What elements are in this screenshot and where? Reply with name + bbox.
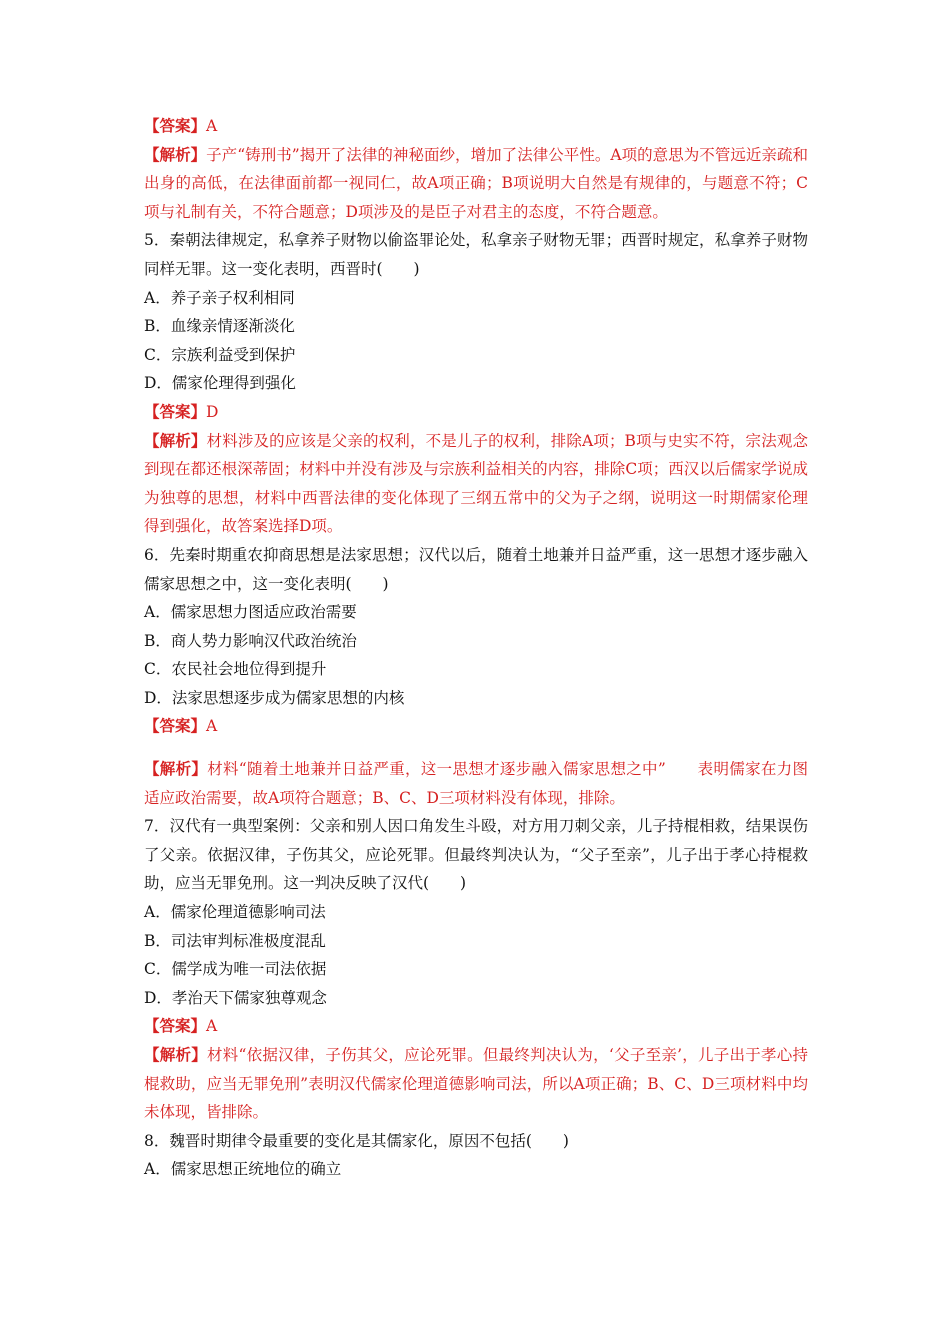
analysis-paragraph (144, 755, 808, 812)
answer-line (144, 712, 808, 741)
option-d: D．儒家伦理得到强化 (144, 374, 296, 393)
option-c: C．儒学成为唯一司法依据 (144, 960, 327, 979)
answer-value: A (206, 717, 218, 736)
option-b: B．血缘亲情逐渐淡化 (144, 317, 295, 336)
analysis-text: 子产“铸刑书”揭开了法律的神秘面纱，增加了法律公平性。A项的意思为不管远近亲疏和出身的高低，在法律面前都一视同仁，故A项正确；B项说明大自然是有规律的，与题意不符；C项与礼制有关，不符合题意；D项涉及的是臣子对君主的态度，不符合题意。 (144, 145, 808, 221)
option-c: C．宗族利益受到保护 (144, 345, 296, 364)
analysis-paragraph (144, 1041, 808, 1127)
option-a: A．儒家伦理道德影响司法 (144, 903, 326, 922)
answer-line (144, 112, 808, 141)
analysis-paragraph (144, 141, 808, 227)
answer-value: A (206, 1017, 218, 1036)
question-stem: 5．秦朝法律规定，私拿养子财物以偷盗罪论处，私拿亲子财物无罪；西晋时规定，私拿养子财物同样无罪。这一变化表明，西晋时( ) (144, 231, 808, 278)
option-d: D．法家思想逐步成为儒家思想的内核 (144, 688, 405, 707)
answer-value: A (206, 117, 218, 135)
answer-label: 【答案】 (144, 1016, 207, 1036)
option-c: C．农民社会地位得到提升 (144, 660, 327, 679)
question-stem: 6．先秦时期重农抑商思想是法家思想；汉代以后，随着土地兼并日益严重，这一思想才逐步融入儒家思想之中，这一变化表明( ) (144, 545, 808, 593)
analysis-label: 【解析】 (144, 430, 207, 450)
answer-line (144, 398, 808, 427)
spacer (144, 741, 808, 755)
analysis-text: 材料“随着土地兼并日益严重，这一思想才逐步融入儒家思想之中” 表明儒家在力图适应政治需要，故A项符合题意；B、C、D三项材料没有体现，排除。 (144, 760, 808, 807)
option-a: A．儒家思想力图适应政治需要 (144, 603, 357, 622)
analysis-text: 材料“依据汉律，子伤其父，应论死罪。但最终判决认为，‘父子至亲’，儿子出于孝心持棍救助，应当无罪免刑”表明汉代儒家伦理道德影响司法，所以A项正确；B、C、D三项材料中均未体现，皆排除。 (144, 1046, 808, 1122)
analysis-label: 【解析】 (144, 759, 208, 779)
option-a: A．养子亲子权利相同 (144, 288, 295, 307)
analysis-label: 【解析】 (144, 1045, 207, 1064)
option-a: A．儒家思想正统地位的确立 (144, 1160, 342, 1179)
option-d: D．孝治天下儒家独尊观念 (144, 988, 327, 1007)
answer-label: 【答案】 (144, 401, 207, 421)
document-body (144, 112, 808, 1184)
analysis-paragraph (144, 427, 808, 541)
answer-label: 【答案】 (144, 716, 207, 736)
analysis-text: 材料涉及的应该是父亲的权利，不是儿子的权利，排除A项；B项与史实不符，宗法观念到现在都还根深蒂固；材料中并没有涉及与宗族利益相关的内容，排除C项；西汉以后儒家学说成为独尊的思想，材料中西晋法律的变化体现了三纲五常中的父为子之纲，说明这一时期儒家伦理得到强化，故答案选择D项。 (144, 431, 808, 536)
question-stem: 7．汉代有一典型案例：父亲和别人因口角发生斗殴，对方用刀刺父亲，儿子持棍相救，结果误伤了父亲。依据汉律，子伤其父，应论死罪。但最终判决认为，“父子至亲”，儿子出于孝心持棍救助，应当无罪免刑。这一判决反映了汉代( ) (144, 817, 808, 893)
option-b: B．商人势力影响汉代政治统治 (144, 631, 357, 650)
option-b: B．司法审判标准极度混乱 (144, 931, 326, 950)
answer-line (144, 1012, 808, 1041)
answer-value: D (206, 402, 219, 421)
analysis-label: 【解析】 (144, 144, 207, 164)
question-stem: 8．魏晋时期律令最重要的变化是其儒家化，原因不包括( ) (144, 1131, 569, 1150)
answer-label: 【答案】 (144, 116, 207, 135)
